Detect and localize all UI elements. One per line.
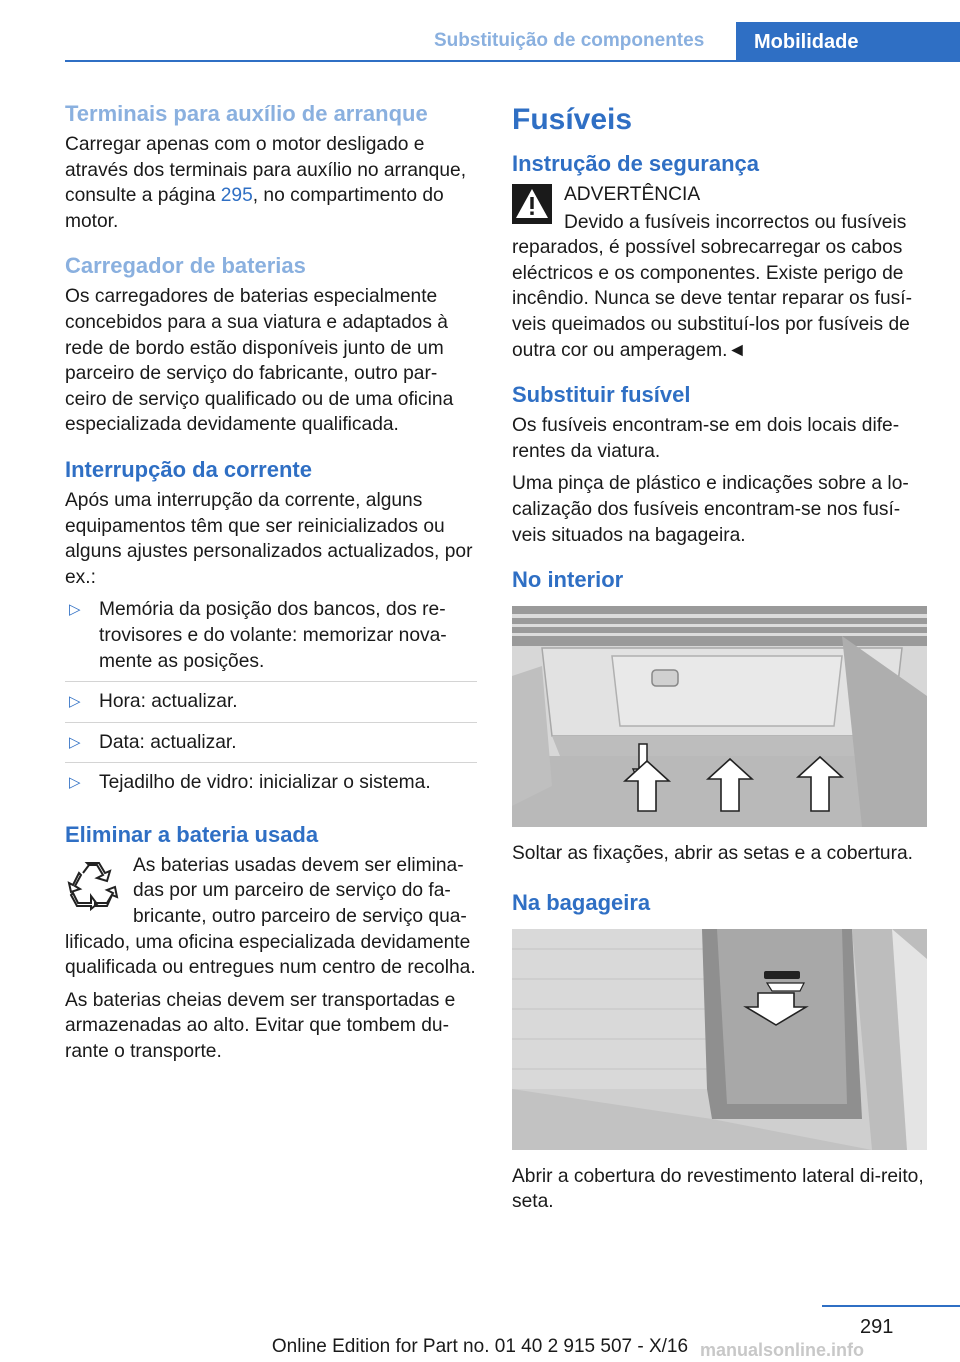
bullet-list bbox=[65, 597, 477, 803]
triangle-bullet-icon: ▷ bbox=[69, 774, 81, 792]
triangle-bullet-icon: ▷ bbox=[69, 693, 81, 711]
warning-triangle-icon bbox=[512, 184, 552, 224]
heading-fusiveis: Fusíveis bbox=[512, 103, 633, 136]
recycle-icon bbox=[67, 859, 119, 911]
header-section-title: Substituição de componentes bbox=[434, 30, 705, 51]
warning-note bbox=[512, 182, 928, 363]
right-column bbox=[512, 100, 928, 1222]
triangle-bullet-icon: ▷ bbox=[69, 601, 81, 619]
header-chapter-tab: Mobilidade bbox=[736, 22, 960, 62]
list-item: ▷ Tejadilho de vidro: inicializar o sistema. bbox=[65, 770, 477, 803]
page-reference-link[interactable]: 295 bbox=[220, 185, 253, 207]
triangle-bullet-icon: ▷ bbox=[69, 733, 81, 751]
paragraph-substituir-1: Os fusíveis encontram-se em dois locais dife-rentes da viatura. bbox=[512, 415, 900, 462]
heading-carregador: Carregador de baterias bbox=[65, 253, 306, 279]
left-column bbox=[65, 100, 477, 1072]
paragraph-eliminar-1: As baterias usadas devem ser elimina-das por um parceiro de serviço do fa-bricante, outro parceiro de serviço qua-lificado, uma oficina especializada devidamente qualificada ou entregues num centro de recolha. bbox=[65, 854, 476, 979]
list-item: ▷ Memória da posição dos bancos, dos re-trovisores e do volante: memorizar nova-mente as posições. bbox=[65, 597, 477, 682]
footer-edition: Online Edition for Part no. 01 40 2 915 507 - X/16 bbox=[271, 1336, 689, 1357]
page-number: 291 bbox=[860, 1316, 894, 1338]
paragraph-carregador: Os carregadores de baterias especialmente concebidos para a sua viatura e adaptados à rede de bordo estão disponíveis junto de um parceiro de serviço do fabricante, outro par-ceiro de serviço qualificado ou de uma oficina especializada devidamente qualificada. bbox=[65, 286, 454, 436]
paragraph-terminais: Carregar apenas com o motor desligado e através dos terminais para auxílio no arranque, consulte a página 295, no compartimento do motor. bbox=[65, 134, 467, 232]
heading-substituir: Substituir fusível bbox=[512, 382, 691, 408]
heading-bagageira: Na bagageira bbox=[512, 889, 651, 915]
list-item: ▷ Data: actualizar. bbox=[65, 730, 477, 764]
page-number-rule bbox=[822, 1305, 960, 1307]
trunk-figure bbox=[512, 929, 927, 1150]
recycling-note bbox=[65, 853, 477, 1065]
heading-interrupcao: Interrupção da corrente bbox=[65, 456, 312, 482]
heading-eliminar: Eliminar a bateria usada bbox=[65, 821, 319, 847]
list-item: ▷ Hora: actualizar. bbox=[65, 689, 477, 723]
warning-label: ADVERTÊNCIA bbox=[564, 184, 701, 205]
heading-terminais: Terminais para auxílio de arranque bbox=[65, 101, 428, 126]
paragraph-substituir-2: Uma pinça de plástico e indicações sobre a lo-calização dos fusíveis encontram-se nos fusí-veis situados na bagageira. bbox=[512, 473, 909, 546]
watermark: manualsonline.info bbox=[700, 1340, 865, 1360]
paragraph-interrupcao: Após uma interrupção da corrente, alguns equipamentos têm que ser reinicializados ou alguns ajustes personalizados actualizados, por ex.: bbox=[65, 489, 473, 588]
paragraph-eliminar-2: As baterias cheias devem ser transportadas e armazenadas ao alto. Evitar que tombem du-rante o transporte. bbox=[65, 989, 456, 1063]
heading-seguranca: Instrução de segurança bbox=[512, 151, 759, 176]
caption-bagageira: Abrir a cobertura do revestimento lateral di-reito, seta. bbox=[512, 1165, 924, 1213]
caption-interior: Soltar as fixações, abrir as setas e a cobertura. bbox=[512, 843, 913, 865]
heading-interior: No interior bbox=[512, 567, 624, 593]
glovebox-figure bbox=[512, 606, 927, 827]
warning-text: Devido a fusíveis incorrectos ou fusíveis reparados, é possível sobrecarregar os cabos eléctricos e os componentes. Existe perigo de incêndio. Nunca se deve tentar reparar os fusí-veis queimados ou substituí-los por fusíveis de outra cor ou amperagem.◄ bbox=[512, 211, 912, 361]
header-rule bbox=[65, 60, 960, 62]
